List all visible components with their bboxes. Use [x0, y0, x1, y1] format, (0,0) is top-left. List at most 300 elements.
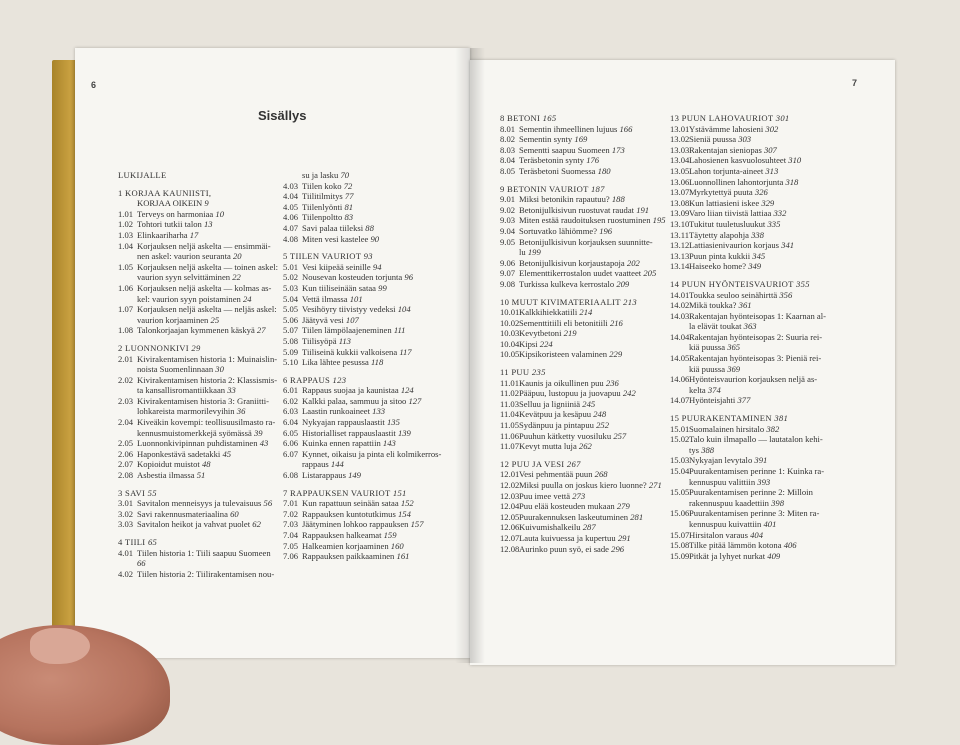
toc-entry-number: 15.02 [670, 434, 690, 445]
toc-page-number: 99 [378, 282, 387, 293]
toc-entry-title: Kivirakentamisen historia 3: Graniitti- [137, 395, 269, 406]
toc-entry [670, 374, 844, 385]
toc-entry [118, 325, 280, 336]
toc-page-number: 149 [348, 470, 361, 481]
toc-page-number: 160 [390, 540, 404, 551]
toc-entry [670, 290, 844, 301]
toc-entry-title: Täytetty alapohja [689, 229, 749, 240]
toc-entry-number: 12.01 [500, 469, 520, 480]
toc-entry-title: Luonnollinen lahontorjunta [689, 176, 784, 187]
toc-entry-number: 6.05 [283, 427, 299, 438]
toc-entry [283, 181, 448, 192]
toc-entry-number: 13.08 [670, 197, 690, 208]
toc-entry-number: 14.06 [670, 374, 690, 385]
toc-page-number: 209 [616, 278, 630, 289]
toc-entry [283, 202, 448, 213]
toc-entry-title: Savitalon heikot ja vahvat puolet [137, 519, 251, 530]
toc-entry [670, 395, 844, 406]
toc-entry-number: 11.07 [500, 441, 520, 452]
toc-page-number: 262 [578, 441, 592, 452]
toc-section-title: 7 RAPPAUKSEN VAURIOT [283, 487, 391, 498]
toc-page-number: 361 [738, 300, 752, 311]
toc-entry-title: Miten vesi kastelee [302, 233, 369, 244]
toc-entry-number: 14.07 [670, 395, 690, 406]
toc-entry-number: 5.01 [283, 261, 299, 272]
toc-entry [283, 336, 448, 347]
toc-entry-number: 9.01 [500, 194, 516, 205]
toc-entry-continuation [670, 498, 844, 509]
toc-entry-number: 6.07 [283, 448, 299, 459]
toc-entry-title: Puu elää kosteuden mukaan [519, 501, 615, 512]
toc-entry-number: 4.07 [283, 222, 299, 233]
toc-entry-number: 7.05 [283, 540, 299, 551]
toc-entry [500, 533, 668, 544]
toc-entry-title: Myrkytettyä puuta [689, 187, 753, 198]
toc-entry-title: Jäätyminen lohkoo rappauksen [302, 519, 409, 530]
toc-entry [670, 540, 844, 551]
toc-page-number: 307 [763, 144, 777, 155]
toc-entry-number: 6.04 [283, 417, 299, 428]
toc-entry-number: 2.04 [118, 417, 134, 428]
toc-page-number: 374 [707, 384, 721, 395]
toc-entry-number: 5.10 [283, 357, 299, 368]
toc-entry-title: Lauta kuivuessa ja kupertuu [519, 532, 616, 543]
toc-entry-title: Elementtikerrostalon uudet vaatteet [519, 268, 642, 279]
toc-entry-title: Vettä ilmassa [302, 293, 348, 304]
toc-entry-number: 4.08 [283, 233, 299, 244]
toc-entry-continuation [670, 321, 844, 332]
toc-entry [500, 279, 668, 290]
toc-entry-title: Nousevan kosteuden torjunta [302, 272, 403, 283]
toc-page-number: 401 [763, 518, 777, 529]
toc-entry-title: Kuivumishalkeilu [519, 522, 581, 533]
toc-page-number: 202 [626, 257, 640, 268]
toc-entry-number: 9.05 [500, 236, 516, 247]
toc-entry-title: Sieniä puussa [689, 134, 737, 145]
toc-continuation-text: kiä puussa [689, 363, 726, 374]
toc-page-number: 96 [404, 272, 413, 283]
toc-entry-number: 5.04 [283, 293, 299, 304]
toc-entry-number: 12.04 [500, 501, 520, 512]
toc-entry [283, 406, 448, 417]
toc-entry-title: Kynnet, oikaisu ja pinta eli kolmikerros- [302, 448, 442, 459]
toc-section-title: 13 PUUN LAHOVAURIOT [670, 113, 774, 123]
toc-entry [118, 459, 280, 470]
toc-entry-number: 2.07 [118, 459, 134, 470]
toc-entry-number: 10.05 [500, 349, 520, 360]
toc-page-number: 166 [619, 123, 633, 134]
toc-entry-title: Miten estää raudoituksen ruostuminen [519, 215, 651, 226]
toc-entry [283, 262, 448, 273]
toc-entry-number: 10.01 [500, 307, 520, 318]
toc-section-title: 11 PUU [500, 367, 530, 378]
toc-entry [500, 339, 668, 350]
toc-entry-title: Pitkät ja lyhyet nurkat [689, 550, 766, 561]
toc-entry [670, 208, 844, 219]
toc-entry [118, 375, 280, 386]
toc-entry [670, 230, 844, 241]
toc-entry-continuation [670, 477, 844, 488]
toc-page-number: 173 [611, 144, 625, 155]
toc-entry [118, 519, 280, 530]
contents-title: Sisällys [258, 108, 307, 123]
toc-page-number: 291 [617, 532, 631, 543]
toc-page-number: 144 [330, 459, 344, 470]
toc-entry-title: Nykyajan rappauslaastit [302, 417, 385, 428]
toc-section-heading [500, 113, 668, 124]
toc-page-number: 235 [531, 367, 546, 378]
toc-page-number: 338 [751, 229, 764, 240]
toc-entry-number: 1.08 [118, 325, 134, 336]
toc-entry-number: 7.02 [283, 508, 299, 519]
toc-entry-title: Talo kuin ilmapallo — lautatalon kehi- [689, 434, 823, 445]
toc-entry-number: 14.03 [670, 310, 690, 321]
toc-entry-title: Hirsitalon varaus [689, 529, 748, 540]
toc-page-number: 24 [242, 293, 252, 304]
toc-entry-number: 1.02 [118, 219, 134, 230]
toc-continuation-text: su ja lasku [302, 170, 339, 180]
toc-continuation-text: kiä puussa [689, 342, 726, 353]
toc-entry-title: Jäätyvä vesi [302, 314, 344, 325]
toc-entry-title: Varo liian tiivistä lattiaa [689, 208, 772, 219]
toc-entry [118, 396, 280, 407]
right-page-number: 7 [852, 78, 858, 88]
toc-page-number: 356 [779, 289, 793, 300]
toc-entry-number: 8.05 [500, 165, 516, 176]
toc-entry [500, 155, 668, 166]
toc-section-heading [283, 251, 448, 262]
toc-entry-number: 6.03 [283, 406, 299, 417]
toc-entry [283, 385, 448, 396]
toc-page-number: 139 [397, 427, 411, 438]
toc-entry-title: Savi palaa tiileksi [302, 222, 364, 233]
toc-entry [283, 357, 448, 368]
toc-page-number: 88 [365, 222, 374, 233]
toc-entry [500, 378, 668, 389]
toc-page-number: 25 [210, 314, 220, 325]
toc-entry-continuation [670, 519, 844, 530]
toc-entry [500, 194, 668, 205]
toc-page-number: 60 [230, 508, 239, 519]
toc-entry [118, 219, 280, 230]
toc-page-number: 127 [408, 395, 422, 406]
toc-page-number: 252 [596, 420, 609, 431]
toc-entry-number: 1.07 [118, 304, 134, 315]
toc-page-number: 151 [392, 487, 407, 498]
toc-entry-title: Miksi betonikin rapautuu? [519, 194, 610, 205]
toc-entry-number: 10.03 [500, 328, 520, 339]
toc-entry-title: Kevytbetoni [519, 328, 562, 339]
toc-page-number: 363 [743, 321, 757, 332]
toc-entry [500, 491, 668, 502]
toc-continuation-text: kennuspuu kuivattiin [689, 518, 762, 529]
toc-entry-number: 13.07 [670, 187, 690, 198]
toc-entry-title: Rappauksen halkeamat [302, 530, 382, 540]
toc-entry-number: 9.08 [500, 278, 516, 289]
toc-entry-number: 2.08 [118, 470, 134, 481]
toc-entry-title: Sementin ihmeellinen lujuus [519, 123, 618, 134]
toc-entry-number: 3.01 [118, 498, 134, 509]
toc-entry [283, 272, 448, 283]
toc-entry [118, 569, 280, 580]
toc-page-number: 310 [788, 155, 802, 166]
toc-entry-number: 5.09 [283, 346, 299, 357]
toc-page-number: 113 [338, 335, 351, 346]
toc-entry [500, 318, 668, 329]
toc-entry [283, 191, 448, 202]
toc-page-number: 107 [345, 314, 359, 325]
toc-page-number: 341 [781, 240, 795, 251]
toc-entry-title: Lika lähtee pesussa [302, 357, 369, 368]
toc-entry-continuation [118, 272, 280, 283]
toc-entry [500, 512, 668, 523]
toc-entry-title: Savi rakennusmateriaalina [137, 508, 228, 519]
toc-entry [283, 325, 448, 336]
toc-page-number: 39 [253, 427, 263, 438]
toc-continuation-text: kennusmuistomerkkejä syömässä [137, 427, 252, 438]
toc-entry [500, 431, 668, 442]
toc-entry-continuation [670, 385, 844, 396]
toc-entry-number: 9.02 [500, 204, 516, 215]
toc-entry-number: 9.03 [500, 215, 516, 226]
toc-entry [283, 470, 448, 481]
toc-entry-title: Ystävämme lahosieni [689, 123, 764, 134]
toc-entry [118, 354, 280, 365]
toc-entry-number: 1.06 [118, 282, 134, 293]
toc-entry-title: Terveys on harmoniaa [137, 208, 214, 219]
toc-entry [670, 177, 844, 188]
toc-entry-title: Tiilen lämpölaajeneminen [302, 325, 392, 336]
toc-page-number: 48 [201, 459, 211, 470]
toc-entry [283, 304, 448, 315]
toc-section-title: 8 BETONI [500, 113, 541, 123]
toc-entry [283, 428, 448, 439]
toc-page-number: 273 [572, 490, 586, 501]
toc-continuation-text: lohkareista marmorilevyihin [137, 406, 235, 417]
toc-entry-title: Haiseeko home? [689, 261, 747, 272]
toc-entry-title: Kopioidut muistot [137, 459, 200, 470]
toc-entry-number: 5.03 [283, 282, 299, 293]
toc-page-number: 176 [586, 155, 600, 166]
toc-page-number: 303 [738, 134, 752, 145]
toc-page-number: 159 [383, 530, 397, 540]
toc-page-number: 377 [737, 395, 751, 406]
toc-entry-title: Laastin runkoaineet [302, 406, 371, 417]
toc-entry-number: 13.01 [670, 123, 690, 134]
toc-continuation-text: tys [689, 444, 700, 455]
toc-entry-number: 2.05 [118, 438, 134, 449]
toc-entry-title: Tiilisyöpä [302, 335, 337, 346]
toc-entry-number: 4.02 [118, 568, 134, 579]
toc-entry-title: Sydänpuu ja pintapuu [519, 420, 594, 431]
toc-page-number: 213 [623, 296, 637, 307]
toc-entry-title: Elinkaariharha [137, 229, 188, 240]
toc-section-heading [118, 488, 280, 499]
toc-page-number: 72 [343, 180, 353, 191]
toc-entry-title: Tiilenlyönti [302, 201, 343, 212]
toc-continuation-text: nen askel: vaurion seuranta [137, 251, 231, 262]
toc-entry-title: Hyönteisjahti [689, 395, 736, 406]
toc-section-heading [670, 113, 844, 124]
toc-entry-continuation [118, 251, 280, 262]
toc-page-number: 398 [771, 497, 784, 508]
toc-entry-title: Teräsbetonin synty [519, 155, 585, 166]
toc-entry-number: 4.06 [283, 212, 299, 223]
toc-page-number: 81 [344, 201, 354, 212]
toc-page-number: 345 [752, 250, 766, 261]
toc-entry-title: Puuhun kätketty vuosiluku [519, 430, 612, 441]
toc-entry-title: Tiilen koko [302, 180, 342, 191]
toc-entry-number: 9.07 [500, 268, 516, 279]
toc-entry [500, 307, 668, 318]
toc-entry [500, 469, 668, 480]
toc-page-number: 302 [765, 123, 779, 134]
toc-entry-number: 1.01 [118, 208, 134, 219]
toc-entry-number: 6.02 [283, 395, 299, 406]
toc-entry-title: Korjauksen neljä askelta — toinen askel: [137, 261, 279, 272]
toc-page-number: 404 [750, 529, 763, 540]
toc-entry-number: 6.01 [283, 385, 299, 396]
toc-entry-title: Betonijulkisivun ruostuvat raudat [519, 204, 635, 215]
toc-page-number: 111 [393, 325, 406, 336]
toc-entry-number: 13.05 [670, 165, 690, 176]
toc-entry-continuation [118, 428, 280, 439]
toc-page-number: 191 [636, 204, 650, 215]
toc-section-title: 5 TIILEN VAURIOT [283, 251, 362, 262]
toc-page-number: 66 [137, 558, 146, 569]
toc-entry-title: Kalkkihiekkatiili [519, 307, 578, 318]
thumb [30, 628, 90, 664]
toc-page-number: 152 [400, 498, 414, 509]
toc-entry-title: Rakentajan hyönteisopas 3: Pieniä rei- [689, 353, 822, 364]
toc-entry-title: Kevätpuu ja kesäpuu [519, 409, 592, 420]
toc-entry-title: Lahon torjunta-aineet [689, 165, 764, 176]
toc-continuation-text: ta kansallisromantiikkaan [137, 385, 226, 396]
toc-section-heading [670, 413, 844, 424]
toc-entry-title: Tukitut tuuletusluukut [689, 218, 766, 229]
toc-entry-number: 9.06 [500, 257, 516, 268]
toc-entry-number: 13.06 [670, 176, 690, 187]
toc-page-number: 219 [563, 328, 577, 339]
toc-entry [283, 509, 448, 520]
toc-entry-number: 1.05 [118, 261, 134, 272]
toc-page-number: 9 [204, 198, 209, 209]
toc-entry [500, 480, 668, 491]
toc-entry [283, 438, 448, 449]
toc-entry [283, 294, 448, 305]
toc-entry [283, 347, 448, 358]
toc-entry-number: 2.03 [118, 395, 134, 406]
toc-entry [670, 424, 844, 435]
toc-section-heading [670, 279, 844, 290]
toc-entry-number: 15.06 [670, 508, 690, 519]
toc-entry-title: Tiiliseinä kukkii valkoisena [302, 346, 398, 357]
toc-entry [500, 349, 668, 360]
toc-page-number: 199 [527, 247, 541, 258]
toc-page-number: 133 [372, 406, 386, 417]
toc-entry-title: Puurakentamisen perinne 1: Kuinka ra- [689, 466, 825, 476]
toc-entry [118, 438, 280, 449]
toc-entry-title: Vesi pehmentää puun [519, 469, 593, 480]
toc-entry-number: 5.02 [283, 272, 299, 283]
toc-section-title: 4 TIILI [118, 537, 146, 547]
toc-entry [118, 548, 280, 569]
toc-entry [500, 501, 668, 512]
toc-entry-number: 2.01 [118, 353, 134, 364]
toc-entry [283, 417, 448, 428]
toc-page-number: 20 [232, 251, 242, 262]
toc-entry-title: Puurakentamisen perinne 2: Milloin [689, 487, 813, 498]
toc-entry [118, 417, 280, 428]
toc-entry-number: 12.03 [500, 490, 520, 501]
toc-entry-number: 6.08 [283, 470, 299, 481]
toc-page-number: 296 [611, 543, 625, 554]
toc-entry-number: 2.02 [118, 374, 134, 385]
toc-entry-title: Rappauksen kuntotutkimus [302, 508, 396, 519]
toc-section-heading [500, 459, 668, 470]
toc-page-number: 301 [775, 113, 790, 123]
toc-entry [283, 283, 448, 294]
toc-entry [283, 396, 448, 407]
toc-page-number: 83 [344, 212, 354, 223]
toc-entry-number: 15.04 [670, 466, 690, 476]
toc-page-number: 391 [754, 455, 768, 466]
toc-entry [500, 328, 668, 339]
toc-entry-continuation [118, 385, 280, 396]
toc-entry [118, 241, 280, 252]
toc-entry-number: 12.05 [500, 511, 520, 522]
toc-entry [500, 215, 668, 226]
toc-entry-title: Kipsikoristeen valaminen [519, 349, 608, 360]
toc-page-number: 257 [613, 430, 627, 441]
toc-page-number: 388 [701, 444, 715, 455]
toc-entry-number: 4.05 [283, 201, 299, 212]
toc-page-number: 169 [574, 134, 588, 145]
toc-section-heading [283, 488, 448, 499]
toc-entry [670, 508, 844, 519]
toc-page-number: 281 [630, 511, 644, 522]
toc-entry [670, 187, 844, 198]
toc-entry-number: 11.02 [500, 388, 520, 399]
toc-entry-number: 5.07 [283, 325, 299, 336]
toc-entry-title: Tiilitilmitys [302, 191, 343, 202]
toc-section-title: 6 RAPPAUS [283, 374, 331, 385]
toc-entry-title: Asbestia ilmassa [137, 470, 195, 481]
toc-page-number: 287 [582, 522, 596, 533]
toc-page-number: 188 [611, 194, 625, 205]
toc-entry-title: Pääpuu, lustopuu ja juovapuu [519, 388, 621, 399]
toc-entry-title: Teräsbetoni Suomessa [519, 165, 596, 176]
toc-entry-title: Miksi puulla on joskus kiero luonne? [519, 480, 647, 490]
toc-page-number: 33 [227, 385, 236, 396]
toc-entry-title: Korjauksen neljä askelta — ensimmäi- [137, 240, 271, 251]
toc-page-number: 93 [363, 251, 373, 262]
toc-entry-title: Sementtitiili eli betonitiili [519, 317, 608, 328]
toc-entry-number: 6.06 [283, 438, 299, 449]
toc-page-number: 10 [215, 208, 224, 219]
toc-entry [670, 261, 844, 272]
toc-entry-title: Listarappaus [302, 470, 346, 481]
toc-entry-title: Rappauksen paikkaaminen [302, 551, 395, 562]
toc-entry-number: 13.04 [670, 155, 690, 166]
toc-section-heading [500, 297, 668, 308]
toc-page-number: 205 [643, 268, 657, 279]
toc-page-number: 154 [397, 508, 411, 519]
toc-entry-title: Puun pinta kukkii [689, 250, 751, 261]
toc-entry-number: 13.10 [670, 218, 690, 229]
toc-page-number: 117 [399, 346, 412, 357]
toc-entry-title: Luonnonkivipinnan puhdistaminen [137, 438, 258, 449]
